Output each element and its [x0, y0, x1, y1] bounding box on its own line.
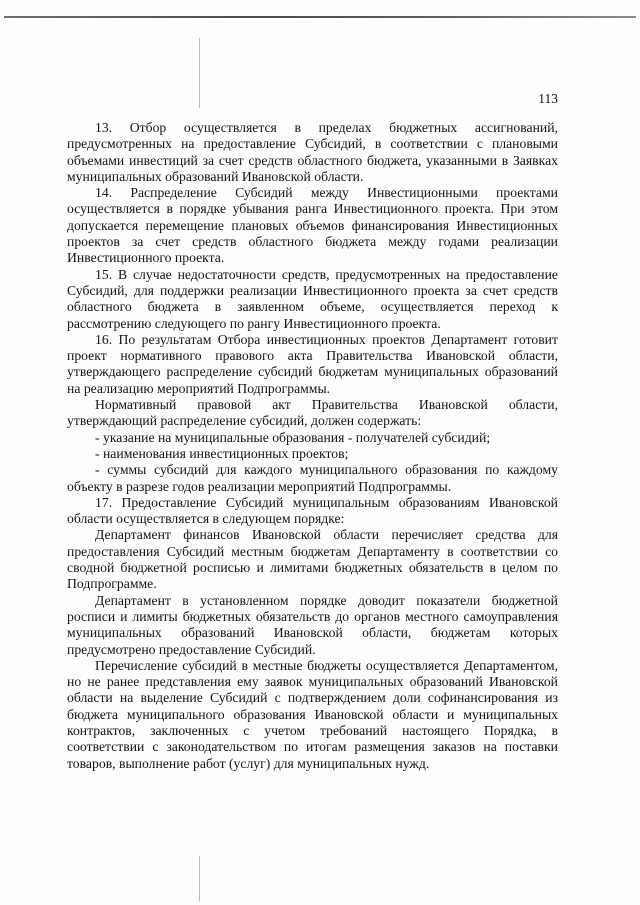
paragraph-15: 15. В случае недостаточности средств, предусмотренных на предоставление Субсидий, для поддержки реализации Инвестиционного проекта за счет средств областного бюджета в заявленном объеме, осуществляется переход к рассмотрению следующего по рангу Инвестиционного проекта.	[67, 266, 558, 331]
binding-mark-bottom	[199, 856, 200, 901]
paragraph-14: 14. Распределение Субсидий между Инвестиционными проектами осуществляется в порядке убывания ранга Инвестиционного проекта. При этом допускается перемещение плановых объемов финансирования Инвестиционных проектов за счет средств областного бюджета между годами реализации Инвестиционного проекта.	[67, 185, 558, 266]
page-number: 113	[538, 91, 558, 106]
scan-edge-line	[4, 16, 636, 18]
paragraph-department-limits: Департамент в установленном порядке доводит показатели бюджетной росписи и лимиты бюджетных обязательств до органов местного самоуправления муниципальных образований Ивановской области, бюджетам которых предусмотрено предоставление Субсидий.	[67, 592, 558, 657]
paragraph-13: 13. Отбор осуществляется в пределах бюджетных ассигнований, предусмотренных на предоставление Субсидий, в соответствии с плановыми объемами инвестиций за счет средств областного бюджета, указанными в Заявках муниципальных образований Ивановской области.	[67, 120, 558, 184]
list-item-subsidy-amounts: - суммы субсидий для каждого муниципального образования по каждому объекту в разрезе годов реализации мероприятий Подпрограммы.	[67, 462, 558, 494]
paragraph-finance-department: Департамент финансов Ивановской области перечисляет средства для предоставления Субсидий местным бюджетам Департаменту в соответствии со сводной бюджетной росписью и лимитами бюджетных обязательств в целом по Подпрограмме.	[67, 527, 558, 592]
binding-mark-top	[199, 38, 200, 108]
paragraph-17: 17. Предоставление Субсидий муниципальным образованиям Ивановской области осуществляется в следующем порядке:	[67, 494, 558, 527]
list-item-recipients: - указание на муниципальные образования - получателей субсидий;	[95, 429, 491, 445]
list-item-project-names: - наименования инвестиционных проектов;	[95, 445, 349, 461]
paragraph-16: 16. По результатам Отбора инвестиционных проектов Департамент готовит проект нормативного правового акта Правительства Ивановской области, утверждающего распределение субсидий бюджетам муниципальных образований на реализацию мероприятий Подпрограммы.	[67, 331, 558, 396]
document-body	[67, 120, 558, 772]
paragraph-normative-act: Нормативный правовой акт Правительства Ивановской области, утверждающий распределение субсидий, должен содержать:	[67, 397, 558, 429]
paragraph-transfer: Перечисление субсидий в местные бюджеты осуществляется Департаментом, но не ранее представления ему заявок муниципальных образований Ивановской области на выделение Субсидий с подтверждением доли софинансирования из бюджета муниципального образования Ивановской области и муниципальных контрактов, заключенных с учетом требований настоящего Порядка, в соответствии с законодательством по итогам размещения заказов на поставки товаров, выполнение работ (услуг) для муниципальных нужд.	[67, 657, 558, 771]
